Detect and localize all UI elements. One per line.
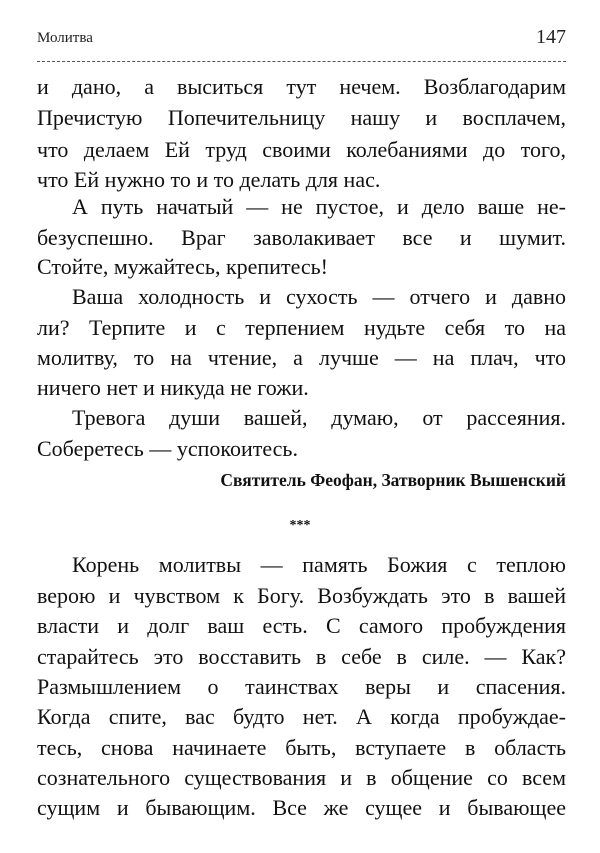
text-line: Когда спите, вас будто нет. А когда пробуждае- (37, 704, 566, 729)
text-line: верою и чувством к Богу. Возбуждать это в вашей (37, 583, 566, 608)
header-rule (37, 61, 566, 62)
text-line: сознательного существования и в общение со всем (37, 765, 566, 790)
text-line: что Ей нужно то и то делать для нас. (37, 167, 381, 192)
text-line: Пречистую Попечительницу нашу и восплачем, (37, 105, 566, 130)
text-line: сущим и бывающим. Все же сущее и бывающее (37, 795, 566, 820)
section-title: Молитва (37, 30, 93, 46)
text-line: ли? Терпите и с терпением нудьте себя то на (37, 315, 566, 340)
text-line: А путь начатый — не пустое, и дело ваше не- (72, 194, 566, 219)
text-line: Стойте, мужайтесь, крепитесь! (37, 254, 329, 279)
text-line: и дано, а выситься тут нечем. Возблагодарим (37, 74, 566, 99)
text-line: власти и долг ваш есть. С самого пробуждения (37, 613, 566, 638)
page-number: 147 (536, 26, 566, 48)
text-line: Размышлением о таинствах веры и спасения. (37, 674, 566, 699)
text-line: Соберетесь — успокоитесь. (37, 436, 298, 461)
text-line: ничего нет и никуда не гожи. (37, 375, 309, 400)
author-signature: Святитель Феофан, Затворник Вышенский (220, 470, 566, 490)
text-line: Тревога души вашей, думаю, от рассеяния. (72, 405, 566, 430)
text-line: Ваша холодность и сухость — отчего и давно (72, 284, 566, 309)
text-line: молитву, то на чтение, а лучше — на плач, что (37, 345, 566, 370)
text-line: что делаем Ей труд своими колебаниями до того, (37, 137, 566, 162)
text-line: Корень молитвы — память Божия с теплою (72, 552, 566, 577)
text-line: безуспешно. Враг заволакивает все и шумит. (37, 225, 566, 250)
text-line: тесь, снова начинаете быть, вступаете в область (37, 735, 566, 760)
text-line: старайтесь это восставить в себе в силе. — Как? (37, 644, 566, 669)
section-separator: *** (289, 518, 311, 533)
